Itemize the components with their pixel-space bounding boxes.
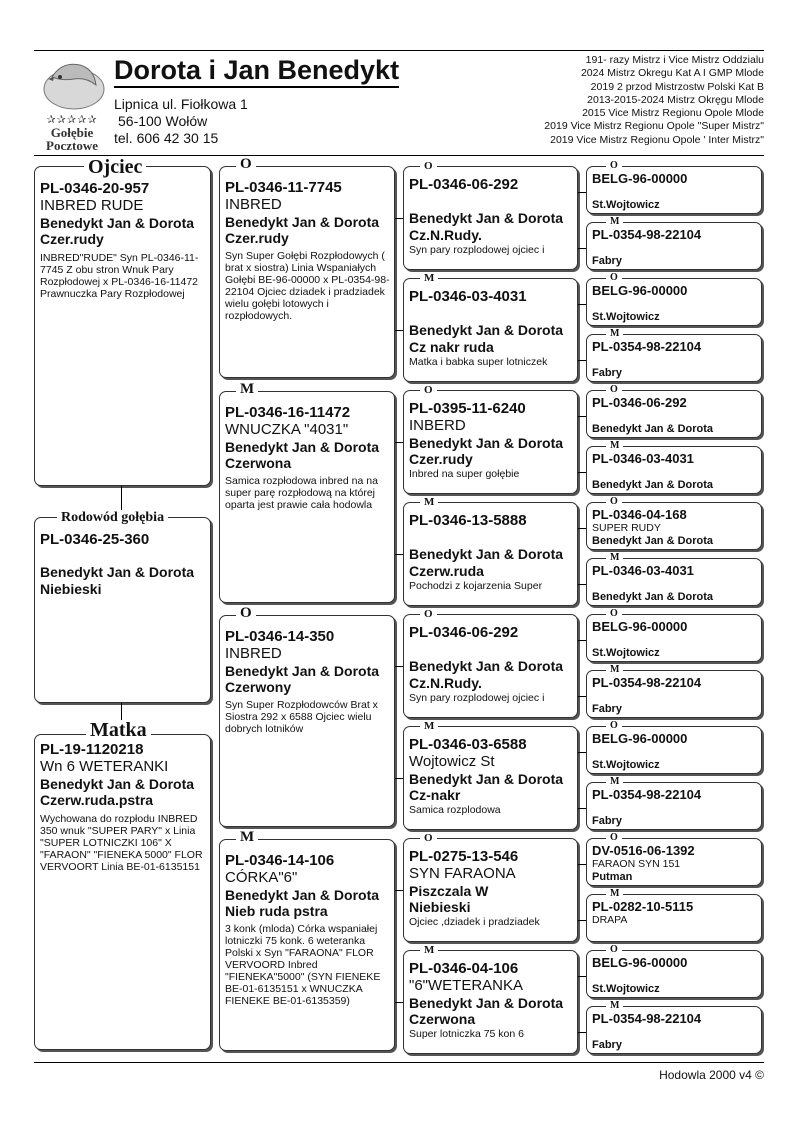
pigeon-color: Czer.rudy bbox=[40, 231, 104, 248]
connector-line bbox=[121, 486, 122, 510]
great-grandparent-card bbox=[586, 950, 762, 998]
pigeon-note: Inbred na super gołębie bbox=[409, 468, 520, 481]
sex-label: M bbox=[606, 1001, 623, 1011]
connector-line bbox=[578, 416, 586, 417]
subject-title: Rodowód gołębia bbox=[57, 511, 168, 525]
owner: Piszczala W bbox=[409, 882, 489, 899]
owner: Benedykt Jan & Dorota bbox=[409, 434, 564, 451]
connector-line bbox=[578, 472, 586, 473]
sire-card bbox=[34, 166, 211, 486]
sex-label: O bbox=[606, 385, 622, 395]
ring-number: DV-0516-06-1392 bbox=[592, 843, 695, 858]
ring-number: BELG-96-00000 bbox=[592, 619, 688, 634]
pigeon-name: "6"WETERANKA bbox=[409, 977, 524, 995]
sex-label: M bbox=[606, 889, 623, 899]
grandparent-card bbox=[403, 614, 578, 718]
pigeon-name: Wn 6 WETERANKI bbox=[40, 758, 169, 776]
pigeon-note: Wychowana do rozpłodu INBRED 350 wnuk "SUPER PARY" x Linia "SUPER LOTNICZKI 106" X "FARAON" "FIENEKA 5000" FLOR VERVOORT Linia BE-01-6135151 bbox=[40, 813, 203, 874]
grandparent-card bbox=[403, 950, 578, 1054]
sex-label: M bbox=[606, 777, 623, 787]
connector-line bbox=[395, 442, 403, 443]
sex-label: O bbox=[420, 161, 437, 172]
address-line: 56-100 Wołów bbox=[118, 113, 208, 129]
owner: Benedykt Jan & Dorota bbox=[409, 770, 564, 787]
ring-number: PL-0346-03-4031 bbox=[592, 563, 694, 578]
owner: Benedykt Jan & Dorota bbox=[40, 775, 195, 792]
owner: Benedykt Jan & Dorota bbox=[592, 535, 714, 547]
pigeon-color: Czerwony bbox=[225, 679, 292, 696]
pigeon-color: Nieb ruda pstra bbox=[225, 903, 328, 920]
pigeon-name bbox=[409, 529, 573, 546]
parent-card bbox=[219, 839, 395, 1051]
sex-label: O bbox=[236, 157, 256, 172]
owner: Benedykt Jan & Dorota bbox=[592, 423, 714, 435]
achievement: 2013-2015-2024 Mistrz Okręgu Mlode bbox=[587, 93, 764, 106]
pigeon-icon bbox=[34, 55, 110, 115]
ring-number: PL-0354-98-22104 bbox=[592, 1011, 702, 1026]
ring-number: PL-0346-20-957 bbox=[40, 180, 150, 197]
owner: St.Wojtowicz bbox=[592, 983, 660, 995]
pigeon-note: Syn Super Rozpłodowców Brat x Siostra 292 x 6588 Ojciec wielu dobrych lotników bbox=[225, 699, 378, 736]
parent-card bbox=[219, 166, 395, 378]
ring-number: BELG-96-00000 bbox=[592, 955, 688, 970]
connector-line bbox=[395, 1002, 403, 1003]
ring-number: PL-0346-16-11472 bbox=[225, 404, 351, 421]
connector-line bbox=[578, 192, 586, 193]
parent-card bbox=[219, 615, 395, 827]
owner: Fabry bbox=[592, 367, 622, 379]
pigeon-color: Czer.rudy bbox=[225, 230, 289, 247]
great-grandparent-card bbox=[586, 390, 762, 438]
pigeon-note: Syn pary rozplodowej ojciec i bbox=[409, 691, 545, 704]
great-grandparent-card bbox=[586, 222, 762, 270]
pigeon-name bbox=[409, 193, 573, 210]
pigeon-color: Niebieski bbox=[409, 899, 471, 916]
ring-number: PL-0346-14-350 bbox=[225, 628, 335, 645]
connector-line bbox=[578, 920, 586, 921]
ring-number: PL-0346-14-106 bbox=[225, 852, 335, 869]
sex-label: O bbox=[236, 606, 256, 621]
owner: Putman bbox=[592, 871, 633, 883]
great-grandparent-card bbox=[586, 558, 762, 606]
pigeon-color: Czer.rudy bbox=[409, 451, 473, 468]
achievement: 2015 Vice Mistrz Regionu Opole Mlode bbox=[582, 107, 764, 120]
sex-label: M bbox=[420, 721, 438, 732]
pigeon-color: Cz.N.Rudy. bbox=[409, 675, 482, 692]
sex-label: M bbox=[606, 441, 623, 451]
sex-label: O bbox=[606, 721, 622, 731]
ring-number: PL-0354-98-22104 bbox=[592, 227, 702, 242]
owner: Benedykt Jan & Dorota bbox=[225, 438, 380, 455]
grandparent-card bbox=[403, 166, 578, 270]
sex-label: O bbox=[606, 161, 622, 171]
connector-line bbox=[395, 666, 403, 667]
pigeon-color: Czerwona bbox=[409, 1011, 476, 1028]
pigeon-note: Matka i babka super lotniczek bbox=[409, 355, 548, 368]
great-grandparent-card bbox=[586, 1006, 762, 1054]
pigeon-color: Cz.N.Rudy. bbox=[409, 227, 482, 244]
connector-line bbox=[578, 696, 586, 697]
connector-line bbox=[578, 752, 586, 753]
pigeon-name: INBRED bbox=[225, 645, 282, 663]
owner: Benedykt Jan & Dorota bbox=[409, 322, 564, 339]
pigeon-name: INBERD bbox=[409, 417, 466, 435]
great-grandparent-card bbox=[586, 614, 762, 662]
pigeon-note: Ojciec ,dziadek i pradziadek bbox=[409, 916, 540, 929]
pigeon-note: 3 konk (mloda) Córka wspaniałej lotniczki 75 konk. 6 weteranka Polski x Syn "FARAONA" FLOR VERVOORD Inbred "FIENEKA"5000" (SYN FIENEKE BE-01-6135151 x WNUCZKA FIENEKE BE-01-6135359) bbox=[225, 923, 381, 1008]
ring-number: PL-0346-06-292 bbox=[592, 395, 687, 410]
pigeon-note: Syn Super Gołębi Rozpłodowych ( brat x siostra) Linia Wspaniałych Gołębi BE-96-00000 x PL-0354-98-22104 Ojciec dziadek i pradziadek wielu gołębi lotowych i rozpłodowych. bbox=[225, 250, 390, 323]
great-grandparent-card bbox=[586, 446, 762, 494]
sire-title: Ojciec bbox=[84, 157, 146, 177]
breeder-name: Dorota i Jan Benedykt bbox=[114, 54, 399, 88]
footer-rule bbox=[34, 1062, 764, 1063]
connector-line bbox=[395, 330, 403, 331]
ring-number: PL-0346-11-7745 bbox=[225, 179, 342, 196]
achievement: 2019 2 przod Mistrzostw Polski Kat B bbox=[590, 80, 764, 93]
achievements bbox=[544, 54, 764, 147]
grandparent-card bbox=[403, 502, 578, 606]
ring-number: PL-0346-25-360 bbox=[40, 531, 150, 548]
grandparent-card bbox=[403, 726, 578, 830]
ring-number: BELG-96-00000 bbox=[592, 171, 688, 186]
grandparent-card bbox=[403, 278, 578, 382]
connector-line bbox=[395, 554, 403, 555]
sex-label: M bbox=[420, 273, 438, 284]
address-line: tel. 606 42 30 15 bbox=[114, 130, 219, 146]
ring-number: PL-0346-06-292 bbox=[409, 624, 519, 641]
pigeon-note: SUPER RUDY bbox=[592, 521, 661, 534]
owner: St.Wojtowicz bbox=[592, 647, 660, 659]
achievement: 2019 Vice Mistrz Regionu Opole "Super Mistrz" bbox=[544, 120, 764, 133]
ring-number: PL-0346-03-4031 bbox=[409, 288, 527, 305]
ring-number: PL-0282-10-5115 bbox=[592, 899, 694, 914]
owner: Fabry bbox=[592, 1039, 622, 1051]
owner: Fabry bbox=[592, 815, 622, 827]
ring-number: PL-19-1120218 bbox=[40, 741, 144, 758]
pigeon-color: Cz-nakr bbox=[409, 787, 461, 804]
great-grandparent-card bbox=[586, 894, 762, 942]
address-line: Lipnica ul. Fiołkowa 1 bbox=[114, 96, 248, 112]
pigeon-color: Cz nakr ruda bbox=[409, 339, 494, 356]
connector-line bbox=[578, 864, 586, 865]
connector-line bbox=[578, 304, 586, 305]
great-grandparent-card bbox=[586, 278, 762, 326]
ring-number: PL-0395-11-6240 bbox=[409, 400, 526, 417]
connector-line bbox=[578, 248, 586, 249]
logo-text-2: Pocztowe bbox=[46, 138, 98, 153]
connector-line bbox=[395, 778, 403, 779]
sex-label: M bbox=[420, 945, 438, 956]
achievement: 2024 Mistrz Okregu Kat A I GMP Mlode bbox=[580, 67, 764, 80]
owner: St.Wojtowicz bbox=[592, 759, 660, 771]
achievement: 191- razy Mistrz i Vice Mistrz Oddzialu bbox=[585, 54, 764, 66]
connector-line bbox=[578, 640, 586, 641]
stars-decoration: ✰✰✰✰✰ bbox=[46, 114, 98, 126]
pigeon-note: Samica rozpłodowa inbred na na super parę rozpłodową na której oparta jest prawie cała hodowla bbox=[225, 475, 378, 512]
owner: Benedykt Jan & Dorota bbox=[592, 479, 714, 491]
breeder-address bbox=[114, 96, 248, 147]
sex-label: M bbox=[606, 217, 623, 227]
connector-line bbox=[578, 528, 586, 529]
sex-label: M bbox=[606, 553, 623, 563]
owner: Benedykt Jan & Dorota bbox=[409, 994, 564, 1011]
connector-line bbox=[578, 976, 586, 977]
owner: Benedykt Jan & Dorota bbox=[225, 886, 380, 903]
pigeon-name: INBRED RUDE bbox=[40, 197, 144, 215]
dam-title: Matka bbox=[86, 720, 151, 740]
subject-card bbox=[34, 517, 211, 703]
grandparent-card bbox=[403, 390, 578, 494]
pigeon-note: FARAON SYN 151 bbox=[592, 857, 681, 870]
owner: Fabry bbox=[592, 255, 622, 267]
ring-number: PL-0346-04-168 bbox=[592, 507, 687, 522]
pigeon-color: Czerw.ruda.pstra bbox=[40, 792, 154, 809]
owner: Benedykt Jan & Dorota bbox=[40, 564, 195, 581]
sex-label: O bbox=[420, 833, 437, 844]
sex-label: O bbox=[606, 833, 622, 843]
sex-label: O bbox=[420, 385, 437, 396]
great-grandparent-card bbox=[586, 334, 762, 382]
pigeon-name bbox=[409, 641, 573, 658]
owner: Benedykt Jan & Dorota bbox=[409, 546, 564, 563]
logo-text-1: Gołębie bbox=[50, 125, 94, 140]
ring-number: BELG-96-00000 bbox=[592, 283, 688, 298]
sex-label: M bbox=[606, 329, 623, 339]
owner: Fabry bbox=[592, 703, 622, 715]
owner: Benedykt Jan & Dorota bbox=[225, 662, 380, 679]
grandparent-card bbox=[403, 838, 578, 942]
connector-line bbox=[578, 808, 586, 809]
connector-line bbox=[578, 584, 586, 585]
connector-line bbox=[578, 360, 586, 361]
connector-line bbox=[578, 1032, 586, 1033]
sex-label: M bbox=[236, 830, 258, 845]
owner: Benedykt Jan & Dorota bbox=[225, 213, 380, 230]
ring-number: BELG-96-00000 bbox=[592, 731, 688, 746]
header-rule bbox=[34, 155, 764, 156]
connector-line bbox=[395, 890, 403, 891]
sex-label: O bbox=[420, 609, 437, 620]
sex-label: O bbox=[606, 273, 622, 283]
pigeon-note: DRAPA bbox=[592, 913, 628, 926]
achievement: 2019 Vice Mistrz Regionu Opole ' Inter Mistrz" bbox=[550, 133, 764, 146]
pigeon-color: Czerw.ruda bbox=[409, 563, 484, 580]
sex-label: M bbox=[606, 665, 623, 675]
owner: Benedykt Jan & Dorota bbox=[40, 214, 195, 231]
great-grandparent-card bbox=[586, 782, 762, 830]
top-rule bbox=[34, 50, 764, 51]
sex-label: O bbox=[606, 945, 622, 955]
pigeon-name: WNUCZKA "4031" bbox=[225, 421, 349, 439]
great-grandparent-card bbox=[586, 726, 762, 774]
sex-label: O bbox=[606, 609, 622, 619]
ring-number: PL-0346-04-106 bbox=[409, 960, 519, 977]
pigeon-name: Wojtowicz St bbox=[409, 753, 495, 771]
sex-label: O bbox=[606, 497, 622, 507]
owner: Benedykt Jan & Dorota bbox=[409, 658, 564, 675]
pigeon-note: Pochodzi z kojarzenia Super bbox=[409, 579, 543, 592]
ring-number: PL-0354-98-22104 bbox=[592, 787, 702, 802]
pigeon-note: Super lotniczka 75 kon 6 bbox=[409, 1028, 524, 1041]
sex-label: M bbox=[420, 497, 438, 508]
logo bbox=[34, 55, 110, 153]
pigeon-note: Syn pary rozplodowej ojciec i bbox=[409, 243, 545, 256]
owner: Benedykt Jan & Dorota bbox=[409, 210, 564, 227]
pigeon-name: SYN FARAONA bbox=[409, 865, 516, 883]
sex-label: M bbox=[236, 382, 258, 397]
pigeon-name bbox=[409, 305, 573, 322]
ring-number: PL-0354-98-22104 bbox=[592, 675, 702, 690]
pigeon-note: INBRED"RUDE" Syn PL-0346-11-7745 Z obu stron Wnuk Pary Rozpłodowej x PL-0346-16-11472 Prawnuczka Pary Rozpłodowej bbox=[40, 252, 199, 301]
ring-number: PL-0346-03-6588 bbox=[409, 736, 527, 753]
great-grandparent-card bbox=[586, 670, 762, 718]
owner: St.Wojtowicz bbox=[592, 199, 660, 211]
great-grandparent-card bbox=[586, 166, 762, 214]
pigeon-note: Samica rozplodowa bbox=[409, 804, 501, 817]
owner: St.Wojtowicz bbox=[592, 311, 660, 323]
owner: Benedykt Jan & Dorota bbox=[592, 591, 714, 603]
pigeon-name: CÓRKA"6" bbox=[225, 869, 298, 887]
pigeon-color: Niebieski bbox=[40, 581, 102, 598]
dam-card bbox=[34, 734, 211, 1050]
ring-number: PL-0346-06-292 bbox=[409, 176, 519, 193]
ring-number: PL-0354-98-22104 bbox=[592, 339, 702, 354]
footer-credit: Hodowla 2000 v4 © bbox=[659, 1068, 764, 1082]
great-grandparent-card bbox=[586, 838, 762, 886]
ring-number: PL-0275-13-546 bbox=[409, 848, 519, 865]
parent-card bbox=[219, 391, 395, 603]
pigeon-color: Czerwona bbox=[225, 455, 292, 472]
ring-number: PL-0346-13-5888 bbox=[409, 512, 527, 529]
great-grandparent-card bbox=[586, 502, 762, 550]
ring-number: PL-0346-03-4031 bbox=[592, 451, 694, 466]
pigeon-name: INBRED bbox=[225, 196, 282, 214]
connector-line bbox=[395, 218, 403, 219]
